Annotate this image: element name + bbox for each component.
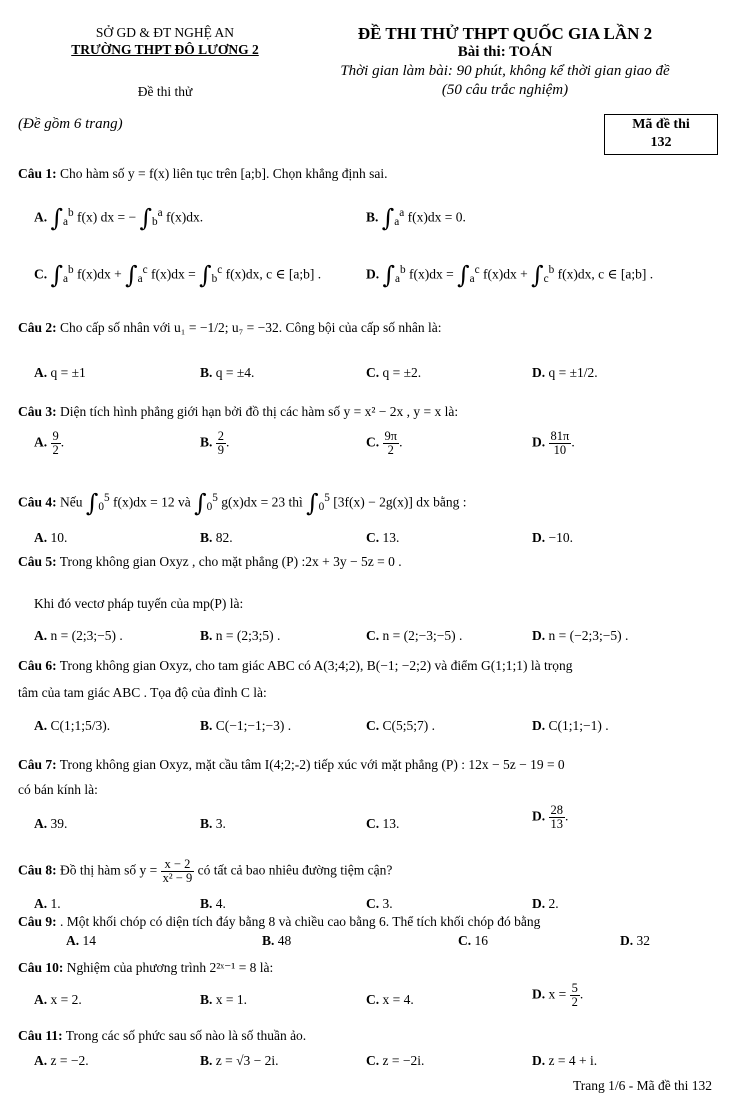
q4-label: Câu 4: xyxy=(18,494,57,510)
q3-option-b: B. $\frac{2}{9}$ . xyxy=(200,429,230,457)
q7-option-c: C. 13. xyxy=(366,816,400,831)
dept-name: SỞ GD & ĐT NGHỆ AN xyxy=(95,25,235,40)
code-value: 132 xyxy=(650,135,672,150)
q11-option-b: B. z = √3 − 2i. xyxy=(200,1053,279,1068)
q2-option-a: A. q = ±1 xyxy=(34,365,86,380)
q4-option-a: A. 10. xyxy=(34,530,68,545)
q6-text-2: tâm của tam giác ABC . Tọa độ của đỉnh C là: xyxy=(18,685,267,700)
q9-option-c: C. 16 xyxy=(458,933,488,948)
question-3 xyxy=(18,402,732,422)
code-label: Mã đề thi xyxy=(632,117,690,132)
q9-option-d: D. 32 xyxy=(620,933,650,948)
q6-option-a: A. C(1;1;5/3). xyxy=(34,718,111,733)
question-9 xyxy=(18,912,732,932)
q1-option-b: B. $\int_a^a$ f(x)dx = 0. xyxy=(366,204,466,233)
q1-text: Cho hàm số y = f(x) liên tục trên [a;b]. Chọn khẳng định sai. xyxy=(60,166,388,181)
q6-text: Trong không gian Oxyz, cho tam giác ABC có A(3;4;2), B(−1; −2;2) và điểm G(1;1;1) là trọng xyxy=(59,658,573,673)
q1-label: Câu 1: xyxy=(18,166,57,181)
q5-option-c: C. n = (2;−3;−5) . xyxy=(366,628,463,643)
q5-text-2: Khi đó vectơ pháp tuyến của mp(P) là: xyxy=(34,596,244,611)
header-right xyxy=(300,24,710,100)
q2-option-c: C. q = ±2. xyxy=(366,365,422,380)
q6-option-c: C. C(5;5;7) . xyxy=(366,718,435,733)
q4-option-c: C. 13. xyxy=(366,530,400,545)
q11-option-a: A. z = −2. xyxy=(34,1053,89,1068)
q8-option-a: A. 1. xyxy=(34,896,61,911)
q1-option-c: C. $\int_a^b$ $f(x)dx + \int_a^c$ $f(x)dx = \int_b^c$ f(x)dx, c ∈ [a;b] . xyxy=(34,261,322,290)
question-11 xyxy=(18,1026,732,1046)
q1-option-a: A. $\int_a^b$ f(x) dx = − $\int_b^a$ f(x)dx. xyxy=(34,204,204,233)
q11-option-c: C. z = −2i. xyxy=(366,1053,425,1068)
q5-option-a: A. n = (2;3;−5) . xyxy=(34,628,123,643)
q5-text: Trong không gian Oxyz , cho mặt phẳng (P) :2x + 3y − 5z = 0 . xyxy=(59,554,402,569)
q11-label: Câu 11: xyxy=(18,1028,63,1043)
q7-text: Trong không gian Oxyz, mặt cầu tâm I(4;2;-2) tiếp xúc với mặt phẳng (P) : 12x − 5z − 19 = 0 xyxy=(59,757,565,772)
q3-option-a: A. $\frac{9}{2}$ . xyxy=(34,429,65,457)
q3-option-c: C. $\frac{9\pi}{2}$ . xyxy=(366,429,403,457)
question-1 xyxy=(18,164,732,184)
q4-option-d: D. −10. xyxy=(532,530,573,545)
q8-option-c: C. 3. xyxy=(366,896,393,911)
doc-type: Đề thi thử xyxy=(137,84,193,99)
q4-option-b: B. 82. xyxy=(200,530,233,545)
q5-option-b: B. n = (2;3;5) . xyxy=(200,628,281,643)
exam-time: Thời gian làm bài: 90 phút, không kể thời gian giao đề xyxy=(340,63,670,79)
q9-option-a: A. 14 xyxy=(66,933,96,948)
q9-option-b: B. 48 xyxy=(262,933,292,948)
q10-text: Nghiệm của phương trình 2²ˣ⁻¹ = 8 là: xyxy=(66,960,274,975)
q1-option-d: D. $\int_a^b$ $f(x)dx = \int_a^c$ $f(x)dx + \int_c^b$ f(x)dx, c ∈ [a;b] . xyxy=(366,261,654,290)
exam-count: (50 câu trắc nghiệm) xyxy=(441,82,569,98)
question-8: Câu 8: Đồ thị hàm số y = $\frac{x - 2}{\text{x² − 9}}$ có tất cả bao nhiêu đường tiệm cận? xyxy=(18,857,393,885)
q3-option-d: D. $\frac{81\pi}{10}$ . xyxy=(532,429,575,457)
question-10 xyxy=(18,958,732,978)
q10-option-c: C. x = 4. xyxy=(366,992,414,1007)
q10-option-d: D. x = $\frac{5}{2}$ . xyxy=(532,981,584,1009)
school-name: TRƯỜNG THPT ĐÔ LƯƠNG 2 xyxy=(71,42,259,57)
q9-label: Câu 9: xyxy=(18,914,57,929)
q8-option-b: B. 4. xyxy=(200,896,226,911)
q7-label: Câu 7: xyxy=(18,757,57,772)
q5-option-d: D. n = (−2;3;−5) . xyxy=(532,628,629,643)
question-2 xyxy=(18,318,732,338)
question-6 xyxy=(18,656,732,676)
question-5 xyxy=(18,552,732,572)
q6-option-b: B. C(−1;−1;−3) . xyxy=(200,718,292,733)
q10-option-b: B. x = 1. xyxy=(200,992,248,1007)
q2-label: Câu 2: xyxy=(18,320,57,335)
question-7 xyxy=(18,755,732,775)
q11-text: Trong các số phức sau số nào là số thuần ảo. xyxy=(65,1028,307,1043)
page-count: (Đề gồm 6 trang) xyxy=(18,116,123,132)
q9-text: . Một khối chóp có diện tích đáy bằng 8 và chiều cao bằng 6. Thể tích khối chóp đó bằng xyxy=(60,914,541,929)
q6-label: Câu 6: xyxy=(18,658,57,673)
q3-label: Câu 3: xyxy=(18,404,57,419)
exam-subject: Bài thi: TOÁN xyxy=(457,44,553,60)
q2-text: Cho cấp số nhân với u₁ = −1/2; u₇ = −32. Công bội của cấp số nhân là: xyxy=(60,320,442,335)
q10-label: Câu 10: xyxy=(18,960,64,975)
q6-option-d: D. C(1;1;−1) . xyxy=(532,718,609,733)
q5-label: Câu 5: xyxy=(18,554,57,569)
q8-label: Câu 8: xyxy=(18,862,57,878)
q3-text: Diện tích hình phẳng giới hạn bởi đồ thị các hàm số y = x² − 2x , y = x là: xyxy=(60,404,459,419)
header-left xyxy=(20,24,310,58)
q2-option-b: B. q = ±4. xyxy=(200,365,255,380)
q7-text-2: có bán kính là: xyxy=(18,782,98,797)
q7-option-b: B. 3. xyxy=(200,816,226,831)
question-4: Câu 4: Nếu $\int_0^5$ f(x)dx = 12 và $\int_0^5$ g(x)dx = 23 thì $\int_0^5$ [3f(x) − 2g(x)] dx bằng : xyxy=(18,489,467,518)
exam-title: ĐỀ THI THỬ THPT QUỐC GIA LẦN 2 xyxy=(357,24,653,43)
q8-option-d: D. 2. xyxy=(532,896,559,911)
q10-option-a: A. x = 2. xyxy=(34,992,82,1007)
q7-option-d: D. $\frac{28}{13}$ . xyxy=(532,803,569,831)
exam-code-box xyxy=(604,114,718,155)
q2-option-d: D. q = ±1/2. xyxy=(532,365,598,380)
page-footer: Trang 1/6 - Mã đề thi 132 xyxy=(573,1078,712,1093)
q11-option-d: D. z = 4 + i. xyxy=(532,1053,598,1068)
q7-option-a: A. 39. xyxy=(34,816,68,831)
